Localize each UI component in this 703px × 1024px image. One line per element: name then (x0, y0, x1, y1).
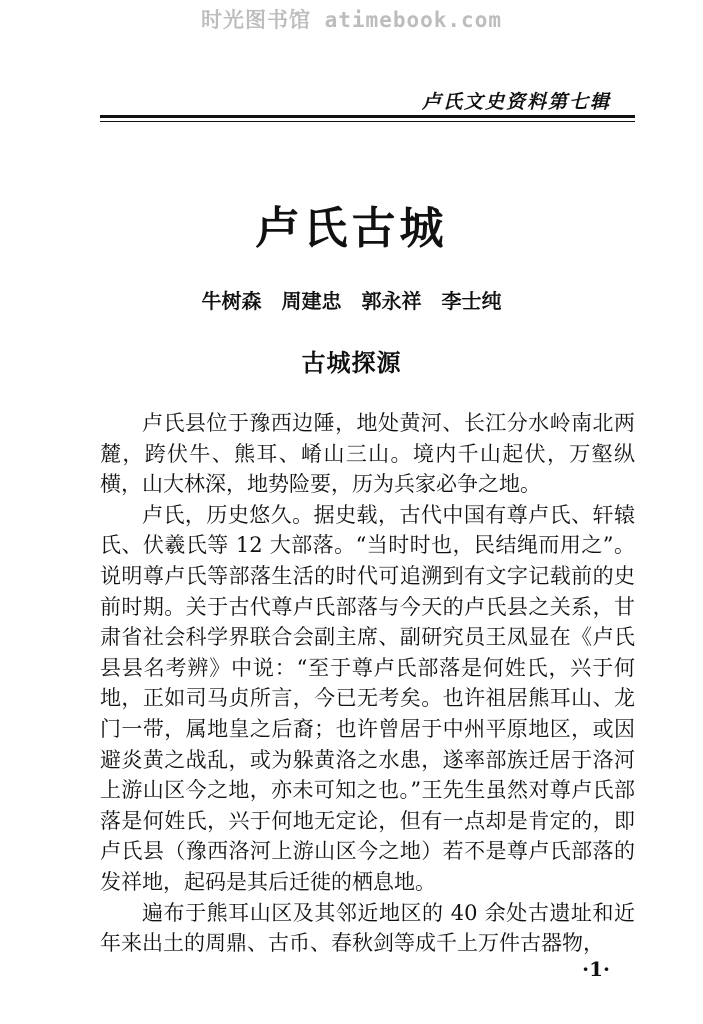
header-rule-thin (100, 121, 635, 122)
paragraph-2: 卢氏，历史悠久。据史载，古代中国有尊卢氏、轩辕氏、伏羲氏等 12 大部落。“当时时也，民结绳而用之”。说明尊卢氏等部落生活的时代可追溯到有文字记载前的史前时期。关于古代尊卢氏部落与今天的卢氏县之关系，甘肃省社会科学界联合会副主席、副研究员王凤显在《卢氏县县名考辨》中说：“至于尊卢氏部落是何姓氏，兴于何地，正如司马贞所言，今已无考矣。也许祖居熊耳山、龙门一带，属地皇之后裔；也许曾居于中州平原地区，或因避炎黄之战乱，或为躲黄洛之水患，遂率部族迁居于洛河上游山区今之地，亦未可知之也。”王先生虽然对尊卢氏部落是何姓氏，兴于何地无定论，但有一点却是肯定的，即卢氏县（豫西洛河上游山区今之地）若不是尊卢氏部落的发祥地，起码是其后迁徙的栖息地。 (100, 502, 635, 894)
paragraph-1: 卢氏县位于豫西边陲，地处黄河、长江分水岭南北两麓，跨伏牛、熊耳、崤山三山。境内千山起伏，万壑纵横，山大林深，地势险要，历为兵家必争之地。 (100, 411, 635, 497)
page-number: ·1· (582, 957, 610, 981)
article-body (100, 408, 635, 959)
article-authors: 牛树森 周建忠 郭永祥 李士纯 (201, 289, 502, 313)
header-rule-thick (100, 115, 635, 118)
watermark: 时光图书馆 atimebook.com (200, 8, 502, 32)
article-title: 卢氏古城 (255, 203, 448, 254)
running-header: 卢氏文史资料第七辑 (421, 91, 611, 113)
paragraph-3: 遍布于熊耳山区及其邻近地区的 40 余处古遗址和近年来出土的周鼎、古币、春秋剑等成千上万件古器物， (100, 900, 635, 956)
section-heading: 古城探源 (301, 349, 402, 377)
